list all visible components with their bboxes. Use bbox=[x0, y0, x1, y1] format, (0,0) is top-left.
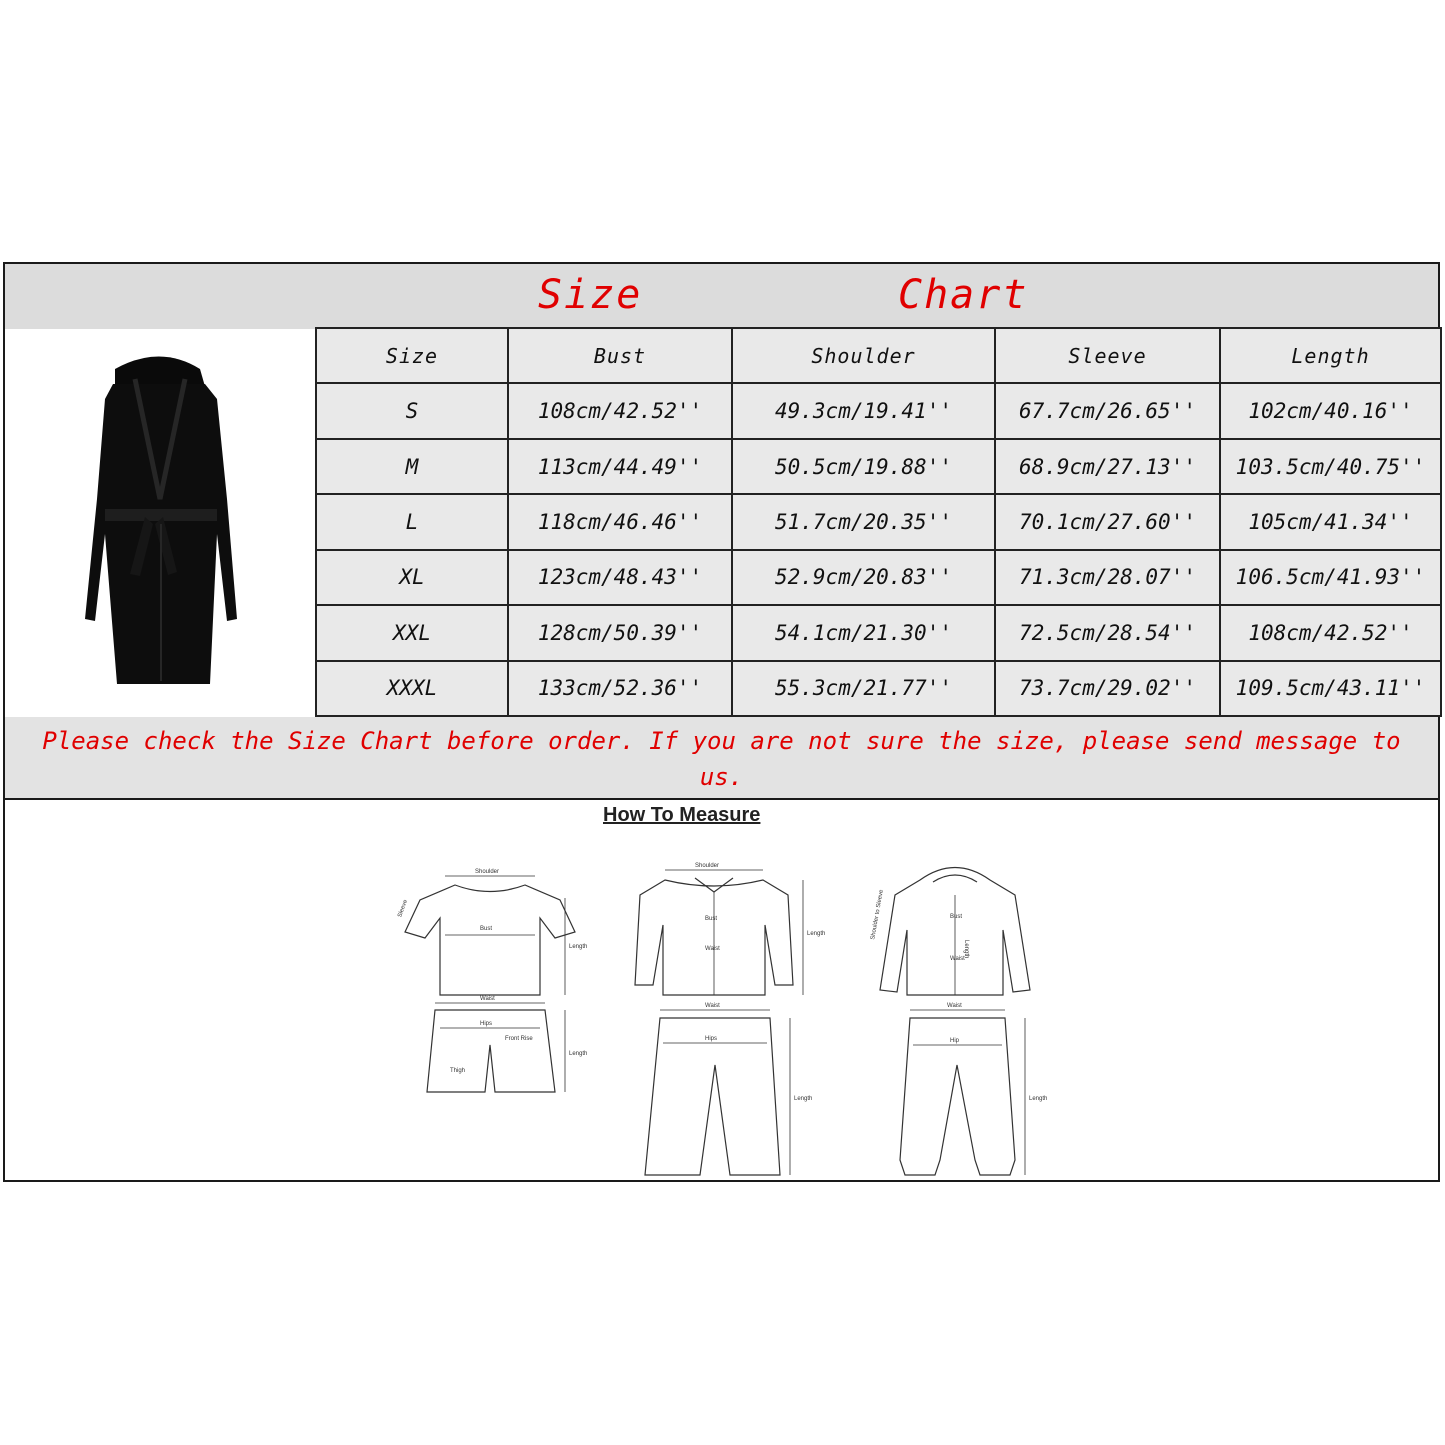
cell-sleeve: 68.9cm/27.13'' bbox=[995, 439, 1220, 494]
cell-shoulder: 54.1cm/21.30'' bbox=[732, 605, 995, 660]
product-image bbox=[5, 329, 315, 717]
label-shorts-length: Length bbox=[569, 1051, 588, 1057]
cell-size: S bbox=[316, 383, 508, 438]
cell-length: 106.5cm/41.93'' bbox=[1220, 550, 1441, 605]
table-row bbox=[316, 439, 1441, 494]
label-pants-waist: Waist bbox=[705, 1003, 720, 1009]
label-hoodie-waist: Waist bbox=[950, 956, 965, 962]
measure-diagrams bbox=[365, 840, 1085, 1180]
label-hoodie-length: Length bbox=[963, 940, 969, 959]
cell-sleeve: 70.1cm/27.60'' bbox=[995, 494, 1220, 549]
shorts-diagram-icon bbox=[427, 996, 587, 1092]
joggers-diagram-icon bbox=[900, 1003, 1047, 1175]
cell-shoulder: 50.5cm/19.88'' bbox=[732, 439, 995, 494]
shirt-diagram-icon bbox=[635, 863, 825, 995]
label-hips: Hips bbox=[480, 1021, 493, 1027]
cell-length: 109.5cm/43.11'' bbox=[1220, 661, 1441, 716]
table-header-row bbox=[316, 328, 1441, 383]
label-shirt-length: Length bbox=[807, 931, 826, 937]
cell-size: XXL bbox=[316, 605, 508, 660]
cell-length: 108cm/42.52'' bbox=[1220, 605, 1441, 660]
label-pants-hips: Hips bbox=[705, 1036, 718, 1042]
cell-bust: 108cm/42.52'' bbox=[508, 383, 732, 438]
cell-sleeve: 71.3cm/28.07'' bbox=[995, 550, 1220, 605]
cell-bust: 128cm/50.39'' bbox=[508, 605, 732, 660]
label-front-rise: Front Rise bbox=[505, 1036, 533, 1042]
header-sleeve: Sleeve bbox=[995, 328, 1220, 383]
label-joggers-hip: Hip bbox=[950, 1038, 960, 1044]
tshirt-diagram-icon bbox=[397, 869, 587, 995]
label-length: Length bbox=[569, 944, 588, 950]
title-banner bbox=[5, 264, 1438, 329]
cell-bust: 113cm/44.49'' bbox=[508, 439, 732, 494]
how-to-measure-section bbox=[5, 800, 1438, 1180]
header-length: Length bbox=[1220, 328, 1441, 383]
table-row bbox=[316, 494, 1441, 549]
title-chart: Chart bbox=[898, 272, 1029, 318]
table-row bbox=[316, 661, 1441, 716]
cell-shoulder: 49.3cm/19.41'' bbox=[732, 383, 995, 438]
hooded-robe-icon bbox=[5, 329, 315, 717]
label-joggers-length: Length bbox=[1029, 1096, 1048, 1102]
cell-bust: 118cm/46.46'' bbox=[508, 494, 732, 549]
size-notice: Please check the Size Chart before order. If you are not sure the size, please send message to us. bbox=[5, 717, 1438, 800]
cell-size: XXXL bbox=[316, 661, 508, 716]
label-sleeve: Sleeve bbox=[397, 899, 410, 919]
label-shirt-shoulder: Shoulder bbox=[695, 863, 720, 869]
cell-sleeve: 72.5cm/28.54'' bbox=[995, 605, 1220, 660]
cell-length: 102cm/40.16'' bbox=[1220, 383, 1441, 438]
size-chart-frame bbox=[3, 262, 1440, 1182]
table-row bbox=[316, 550, 1441, 605]
cell-size: L bbox=[316, 494, 508, 549]
cell-shoulder: 51.7cm/20.35'' bbox=[732, 494, 995, 549]
label-thigh: Thigh bbox=[450, 1068, 466, 1074]
cell-shoulder: 52.9cm/20.83'' bbox=[732, 550, 995, 605]
cell-size: M bbox=[316, 439, 508, 494]
cell-sleeve: 73.7cm/29.02'' bbox=[995, 661, 1220, 716]
cell-sleeve: 67.7cm/26.65'' bbox=[995, 383, 1220, 438]
hoodie-diagram-icon bbox=[870, 868, 1030, 996]
measure-title: How To Measure bbox=[603, 804, 761, 826]
header-bust: Bust bbox=[508, 328, 732, 383]
label-shirt-waist: Waist bbox=[705, 946, 720, 952]
label-waist: Waist bbox=[480, 996, 495, 1002]
cell-length: 103.5cm/40.75'' bbox=[1220, 439, 1441, 494]
label-pants-length: Length bbox=[794, 1096, 813, 1102]
cell-length: 105cm/41.34'' bbox=[1220, 494, 1441, 549]
size-table bbox=[315, 327, 1442, 717]
label-shoulder: Shoulder bbox=[475, 869, 500, 875]
header-shoulder: Shoulder bbox=[732, 328, 995, 383]
cell-shoulder: 55.3cm/21.77'' bbox=[732, 661, 995, 716]
table-row bbox=[316, 605, 1441, 660]
table-row bbox=[316, 383, 1441, 438]
label-shirt-bust: Bust bbox=[705, 916, 718, 922]
cell-bust: 123cm/48.43'' bbox=[508, 550, 732, 605]
label-hoodie-bust: Bust bbox=[950, 914, 963, 920]
label-bust: Bust bbox=[480, 926, 493, 932]
pants-diagram-icon bbox=[645, 1003, 812, 1175]
cell-bust: 133cm/52.36'' bbox=[508, 661, 732, 716]
label-joggers-waist: Waist bbox=[947, 1003, 962, 1009]
cell-size: XL bbox=[316, 550, 508, 605]
title-size: Size bbox=[538, 272, 643, 318]
header-size: Size bbox=[316, 328, 508, 383]
label-shoulder-to-sleeve: Shoulder to Sleeve bbox=[870, 889, 885, 941]
